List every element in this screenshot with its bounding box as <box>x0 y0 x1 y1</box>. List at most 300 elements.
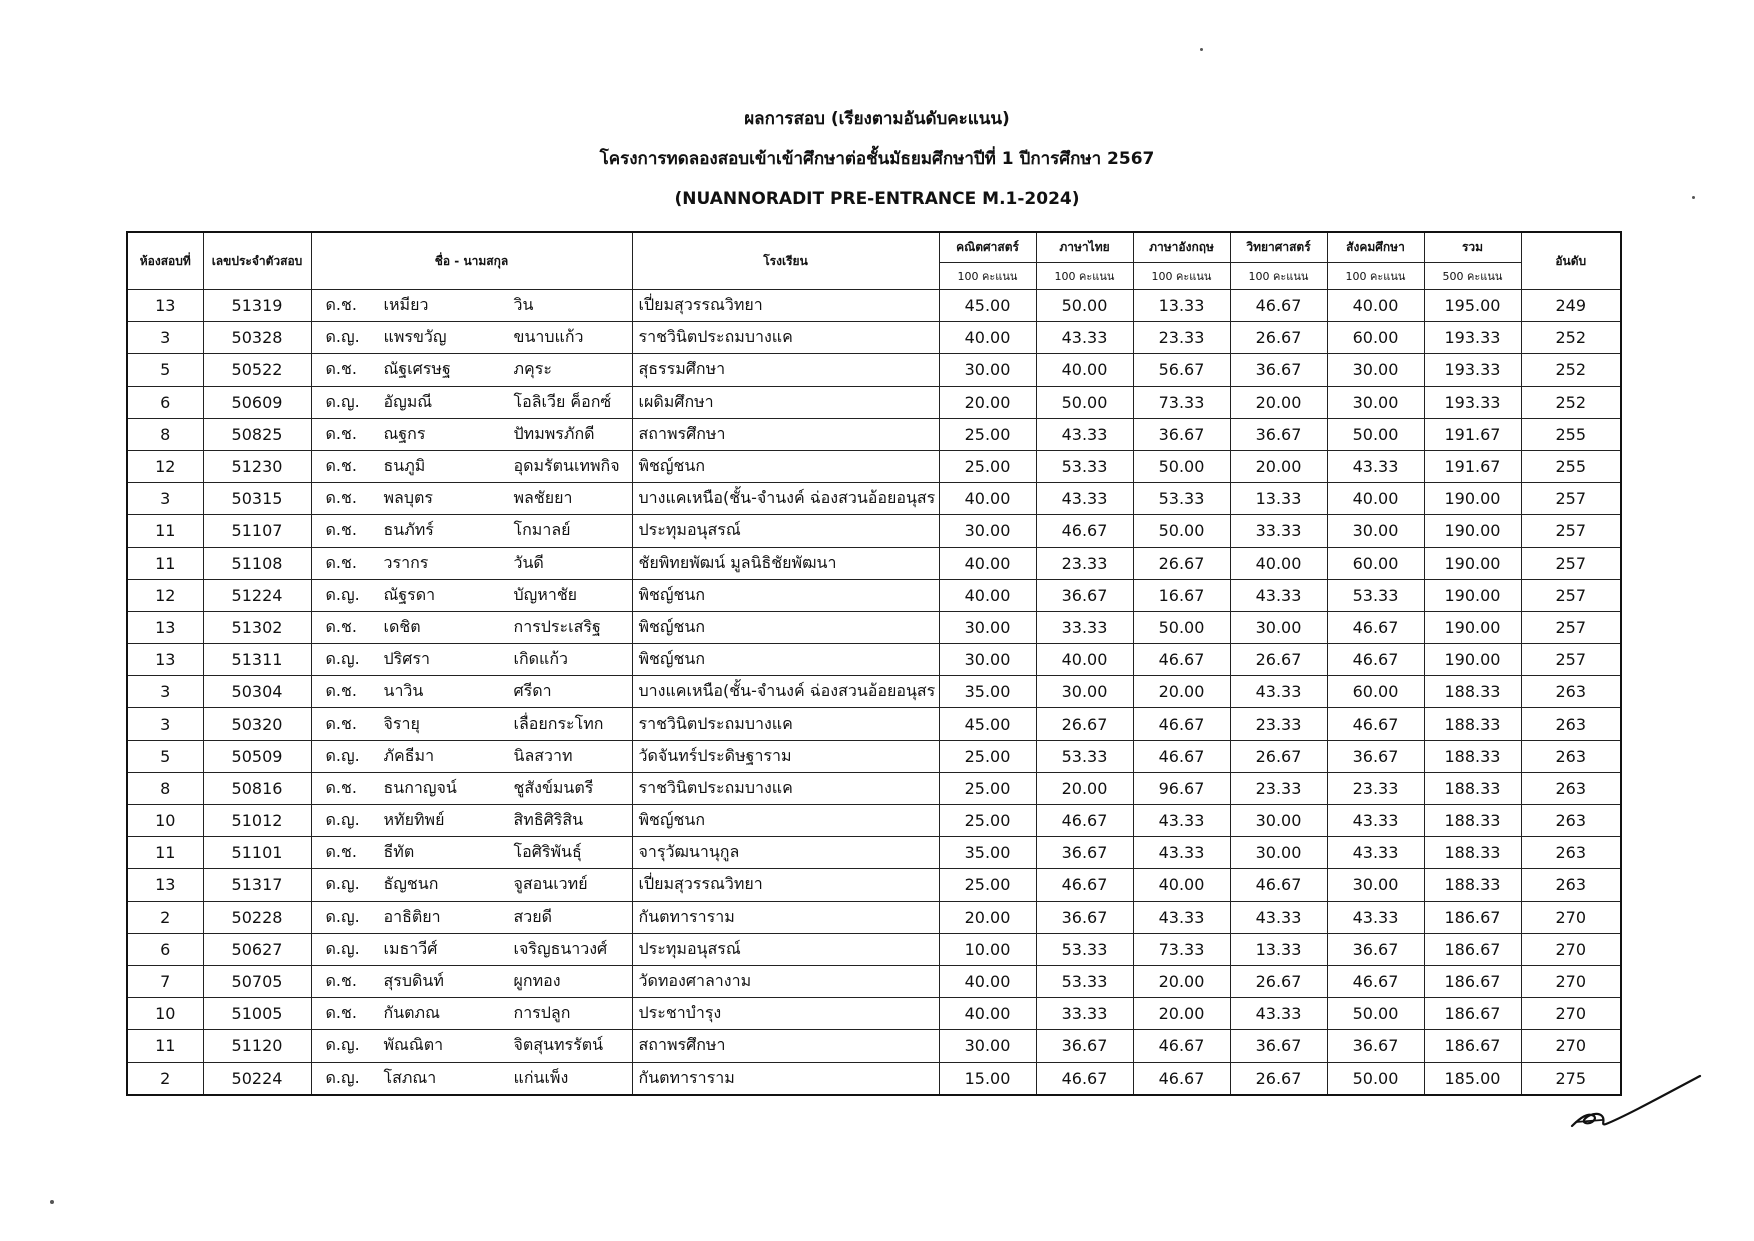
cell-name <box>311 354 632 386</box>
cell-science: 30.00 <box>1230 805 1327 837</box>
cell-exam-id: 51107 <box>203 515 311 547</box>
cell-science: 23.33 <box>1230 708 1327 740</box>
cell-room: 13 <box>127 290 203 322</box>
cell-school: ประทุมอนุสรณ์ <box>632 515 939 547</box>
cell-total: 188.33 <box>1424 772 1521 804</box>
cell-room: 13 <box>127 644 203 676</box>
first-name: เหมียว <box>383 295 429 315</box>
table-row <box>127 322 1621 354</box>
cell-science: 26.67 <box>1230 965 1327 997</box>
first-name: ณัฐรดา <box>383 584 436 604</box>
cell-exam-id: 50705 <box>203 965 311 997</box>
col-header-name: ชื่อ - นามสกุล <box>311 232 632 290</box>
cell-thai: 20.00 <box>1036 772 1133 804</box>
cell-school: ประทุมอนุสรณ์ <box>632 933 939 965</box>
cell-math: 40.00 <box>939 547 1036 579</box>
cell-room: 8 <box>127 772 203 804</box>
table-body <box>127 290 1621 1095</box>
cell-name <box>311 740 632 772</box>
cell-english: 46.67 <box>1133 740 1230 772</box>
cell-social: 30.00 <box>1327 515 1424 547</box>
cell-social: 30.00 <box>1327 354 1424 386</box>
cell-school: ประชาบำรุง <box>632 998 939 1030</box>
cell-room: 10 <box>127 998 203 1030</box>
cell-thai: 36.67 <box>1036 901 1133 933</box>
signature-mark <box>1566 1072 1706 1132</box>
cell-exam-id: 51120 <box>203 1030 311 1062</box>
cell-total: 188.33 <box>1424 837 1521 869</box>
cell-thai: 46.67 <box>1036 869 1133 901</box>
table-row <box>127 386 1621 418</box>
cell-exam-id: 50228 <box>203 901 311 933</box>
table-row <box>127 450 1621 482</box>
cell-rank: 263 <box>1521 805 1621 837</box>
cell-room: 6 <box>127 933 203 965</box>
cell-social: 43.33 <box>1327 837 1424 869</box>
cell-school: สถาพรศึกษา <box>632 1030 939 1062</box>
cell-total: 191.67 <box>1424 450 1521 482</box>
first-name: ธัญชนก <box>383 874 439 894</box>
cell-english: 46.67 <box>1133 1030 1230 1062</box>
table-row <box>127 547 1621 579</box>
table-row <box>127 740 1621 772</box>
cell-rank: 252 <box>1521 322 1621 354</box>
cell-thai: 46.67 <box>1036 805 1133 837</box>
table-row <box>127 837 1621 869</box>
col-header-rank: อันดับ <box>1521 232 1621 290</box>
cell-thai: 43.33 <box>1036 418 1133 450</box>
cell-thai: 36.67 <box>1036 1030 1133 1062</box>
cell-rank: 257 <box>1521 547 1621 579</box>
table-row <box>127 354 1621 386</box>
cell-science: 26.67 <box>1230 644 1327 676</box>
cell-english: 40.00 <box>1133 869 1230 901</box>
cell-room: 5 <box>127 354 203 386</box>
first-name: แพรขวัญ <box>383 327 447 347</box>
cell-name <box>311 772 632 804</box>
cell-thai: 43.33 <box>1036 322 1133 354</box>
cell-social: 36.67 <box>1327 740 1424 772</box>
cell-room: 12 <box>127 450 203 482</box>
name-prefix: ด.ญ. <box>325 391 360 411</box>
last-name: ผูกทอง <box>513 971 561 991</box>
cell-english: 20.00 <box>1133 965 1230 997</box>
cell-name <box>311 1062 632 1095</box>
cell-rank: 252 <box>1521 386 1621 418</box>
cell-science: 13.33 <box>1230 933 1327 965</box>
cell-english: 73.33 <box>1133 386 1230 418</box>
cell-school: เปี่ยมสุวรรณวิทยา <box>632 869 939 901</box>
cell-english: 56.67 <box>1133 354 1230 386</box>
cell-total: 186.67 <box>1424 998 1521 1030</box>
cell-school: วัดทองศาลางาม <box>632 965 939 997</box>
cell-total: 193.33 <box>1424 386 1521 418</box>
name-prefix: ด.ช. <box>325 520 357 540</box>
cell-english: 50.00 <box>1133 611 1230 643</box>
name-prefix: ด.ญ. <box>325 745 360 765</box>
scan-speck <box>1200 48 1203 51</box>
cell-math: 30.00 <box>939 354 1036 386</box>
cell-english: 36.67 <box>1133 418 1230 450</box>
name-prefix: ด.ญ. <box>325 906 360 926</box>
table-row <box>127 418 1621 450</box>
name-prefix: ด.ญ. <box>325 810 360 830</box>
cell-name <box>311 611 632 643</box>
cell-thai: 40.00 <box>1036 644 1133 676</box>
cell-school: พิชญ์ชนก <box>632 579 939 611</box>
first-name: พลบุตร <box>383 488 433 508</box>
col-header-science: วิทยาศาสตร์ <box>1230 232 1327 263</box>
last-name: เจริญธนาวงศ์ <box>513 938 608 958</box>
cell-rank: 252 <box>1521 354 1621 386</box>
cell-room: 3 <box>127 676 203 708</box>
cell-rank: 270 <box>1521 933 1621 965</box>
cell-total: 190.00 <box>1424 515 1521 547</box>
document-title: ผลการสอบ (เรียงตามอันดับคะแนน) <box>744 109 1010 129</box>
cell-total: 188.33 <box>1424 676 1521 708</box>
document-header <box>0 108 1754 228</box>
cell-rank: 263 <box>1521 837 1621 869</box>
cell-exam-id: 50328 <box>203 322 311 354</box>
cell-rank: 249 <box>1521 290 1621 322</box>
col-header-exam-id: เลขประจำตัวสอบ <box>203 232 311 290</box>
cell-total: 190.00 <box>1424 547 1521 579</box>
cell-thai: 33.33 <box>1036 611 1133 643</box>
last-name: ศรีดา <box>513 681 552 701</box>
cell-math: 35.00 <box>939 676 1036 708</box>
first-name: ภัคธีมา <box>383 745 435 765</box>
cell-name <box>311 998 632 1030</box>
cell-social: 30.00 <box>1327 386 1424 418</box>
name-prefix: ด.ช. <box>325 295 357 315</box>
cell-name <box>311 386 632 418</box>
first-name: นาวิน <box>383 681 424 701</box>
cell-room: 11 <box>127 515 203 547</box>
cell-thai: 36.67 <box>1036 837 1133 869</box>
cell-science: 20.00 <box>1230 450 1327 482</box>
cell-social: 53.33 <box>1327 579 1424 611</box>
cell-science: 23.33 <box>1230 772 1327 804</box>
cell-social: 60.00 <box>1327 547 1424 579</box>
last-name: โอลิเวีย ค็อกซ์ <box>513 391 612 411</box>
cell-science: 36.67 <box>1230 1030 1327 1062</box>
name-prefix: ด.ญ. <box>325 327 360 347</box>
table-row <box>127 965 1621 997</box>
cell-english: 43.33 <box>1133 805 1230 837</box>
last-name: จิตสุนทรรัตน์ <box>513 1035 604 1055</box>
table-row <box>127 998 1621 1030</box>
project-subtitle: (NUANNORADIT PRE-ENTRANCE M.1-2024) <box>674 189 1080 209</box>
cell-total: 185.00 <box>1424 1062 1521 1095</box>
cell-total: 188.33 <box>1424 740 1521 772</box>
cell-english: 73.33 <box>1133 933 1230 965</box>
cell-school: บางแคเหนือ(ชั้น-จำนงค์ ฉ่องสวนอ้อยอนุสร <box>632 676 939 708</box>
table-row <box>127 579 1621 611</box>
col-subheader-math: 100 คะแนน <box>939 263 1036 290</box>
cell-name <box>311 644 632 676</box>
table-row <box>127 611 1621 643</box>
cell-english: 50.00 <box>1133 450 1230 482</box>
cell-name <box>311 290 632 322</box>
col-subheader-english: 100 คะแนน <box>1133 263 1230 290</box>
cell-rank: 257 <box>1521 515 1621 547</box>
cell-science: 36.67 <box>1230 354 1327 386</box>
cell-social: 46.67 <box>1327 644 1424 676</box>
last-name: บัญหาชัย <box>513 584 578 604</box>
cell-name <box>311 579 632 611</box>
table-row <box>127 869 1621 901</box>
cell-room: 8 <box>127 418 203 450</box>
cell-total: 190.00 <box>1424 579 1521 611</box>
cell-name <box>311 837 632 869</box>
first-name: ณัฐเศรษฐ <box>383 359 451 379</box>
cell-school: จารุวัฒนานุกูล <box>632 837 939 869</box>
name-prefix: ด.ญ. <box>325 584 360 604</box>
first-name: ปริศรา <box>383 649 430 669</box>
last-name: การประเสริฐ <box>513 616 601 636</box>
last-name: วันดี <box>513 552 544 572</box>
scan-speck <box>1692 196 1695 199</box>
cell-science: 26.67 <box>1230 740 1327 772</box>
cell-exam-id: 50304 <box>203 676 311 708</box>
cell-room: 3 <box>127 483 203 515</box>
cell-math: 45.00 <box>939 290 1036 322</box>
cell-math: 25.00 <box>939 772 1036 804</box>
header-row <box>127 232 1621 263</box>
cell-math: 45.00 <box>939 708 1036 740</box>
cell-exam-id: 50825 <box>203 418 311 450</box>
cell-name <box>311 418 632 450</box>
cell-math: 40.00 <box>939 965 1036 997</box>
table-row <box>127 772 1621 804</box>
last-name: สวยดี <box>513 906 553 926</box>
cell-school: กันตทาราราม <box>632 1062 939 1095</box>
cell-name <box>311 901 632 933</box>
cell-exam-id: 51224 <box>203 579 311 611</box>
cell-social: 43.33 <box>1327 901 1424 933</box>
cell-science: 46.67 <box>1230 869 1327 901</box>
cell-english: 50.00 <box>1133 515 1230 547</box>
cell-room: 7 <box>127 965 203 997</box>
cell-math: 30.00 <box>939 515 1036 547</box>
cell-english: 16.67 <box>1133 579 1230 611</box>
cell-math: 30.00 <box>939 611 1036 643</box>
cell-rank: 257 <box>1521 579 1621 611</box>
cell-thai: 53.33 <box>1036 450 1133 482</box>
cell-math: 40.00 <box>939 579 1036 611</box>
cell-school: ราชวินิตประถมบางแค <box>632 772 939 804</box>
cell-school: พิชญ์ชนก <box>632 805 939 837</box>
cell-social: 50.00 <box>1327 998 1424 1030</box>
last-name: แก่นเพ็ง <box>513 1067 569 1087</box>
cell-math: 15.00 <box>939 1062 1036 1095</box>
cell-social: 46.67 <box>1327 611 1424 643</box>
cell-total: 186.67 <box>1424 965 1521 997</box>
cell-math: 20.00 <box>939 901 1036 933</box>
last-name: โอศิริพันธุ์ <box>513 842 582 862</box>
cell-thai: 23.33 <box>1036 547 1133 579</box>
cell-science: 26.67 <box>1230 1062 1327 1095</box>
name-prefix: ด.ช. <box>325 1003 357 1023</box>
cell-school: สถาพรศึกษา <box>632 418 939 450</box>
cell-total: 191.67 <box>1424 418 1521 450</box>
cell-name <box>311 547 632 579</box>
cell-school: สุธรรมศึกษา <box>632 354 939 386</box>
table-row <box>127 644 1621 676</box>
cell-exam-id: 50224 <box>203 1062 311 1095</box>
cell-rank: 270 <box>1521 901 1621 933</box>
cell-total: 186.67 <box>1424 901 1521 933</box>
scan-speck <box>50 1200 54 1204</box>
cell-thai: 50.00 <box>1036 386 1133 418</box>
cell-exam-id: 50816 <box>203 772 311 804</box>
cell-rank: 263 <box>1521 740 1621 772</box>
cell-english: 43.33 <box>1133 837 1230 869</box>
cell-thai: 50.00 <box>1036 290 1133 322</box>
first-name: ธนภัทร์ <box>383 520 434 540</box>
first-name: หทัยทิพย์ <box>383 810 445 830</box>
col-header-room: ห้องสอบที่ <box>127 232 203 290</box>
cell-science: 46.67 <box>1230 290 1327 322</box>
last-name: ปัทมพรภักดี <box>513 423 595 443</box>
col-header-english: ภาษาอังกฤษ <box>1133 232 1230 263</box>
cell-room: 13 <box>127 869 203 901</box>
name-prefix: ด.ญ. <box>325 1035 360 1055</box>
col-header-social: สังคมศึกษา <box>1327 232 1424 263</box>
cell-total: 193.33 <box>1424 322 1521 354</box>
cell-exam-id: 50609 <box>203 386 311 418</box>
cell-social: 46.67 <box>1327 708 1424 740</box>
cell-total: 188.33 <box>1424 869 1521 901</box>
cell-english: 20.00 <box>1133 676 1230 708</box>
first-name: เดชิต <box>383 616 421 636</box>
project-title: โครงการทดลองสอบเข้าเข้าศึกษาต่อชั้นมัธยมศึกษาปีที่ 1 ปีการศึกษา 2567 <box>599 149 1155 169</box>
cell-room: 3 <box>127 322 203 354</box>
cell-total: 190.00 <box>1424 611 1521 643</box>
cell-name <box>311 515 632 547</box>
name-prefix: ด.ช. <box>325 777 357 797</box>
cell-thai: 53.33 <box>1036 933 1133 965</box>
col-subheader-science: 100 คะแนน <box>1230 263 1327 290</box>
cell-name <box>311 869 632 901</box>
cell-school: พิชญ์ชนก <box>632 611 939 643</box>
cell-social: 50.00 <box>1327 418 1424 450</box>
cell-english: 53.33 <box>1133 483 1230 515</box>
last-name: นิลสวาท <box>513 745 573 765</box>
cell-english: 20.00 <box>1133 998 1230 1030</box>
last-name: โกมาลย์ <box>513 520 571 540</box>
cell-room: 10 <box>127 805 203 837</box>
cell-thai: 30.00 <box>1036 676 1133 708</box>
name-prefix: ด.ช. <box>325 616 357 636</box>
cell-social: 50.00 <box>1327 1062 1424 1095</box>
col-subheader-social: 100 คะแนน <box>1327 263 1424 290</box>
table-row <box>127 805 1621 837</box>
cell-school: เผดิมศึกษา <box>632 386 939 418</box>
first-name: อัญมณี <box>383 391 433 411</box>
last-name: ชูสังข์มนตรี <box>513 777 594 797</box>
cell-rank: 270 <box>1521 965 1621 997</box>
cell-room: 2 <box>127 1062 203 1095</box>
cell-math: 30.00 <box>939 644 1036 676</box>
name-prefix: ด.ช. <box>325 423 357 443</box>
cell-room: 12 <box>127 579 203 611</box>
cell-science: 36.67 <box>1230 418 1327 450</box>
cell-total: 186.67 <box>1424 933 1521 965</box>
cell-social: 43.33 <box>1327 805 1424 837</box>
first-name: ธนภูมิ <box>383 456 426 476</box>
table-row <box>127 483 1621 515</box>
cell-social: 40.00 <box>1327 483 1424 515</box>
cell-thai: 46.67 <box>1036 1062 1133 1095</box>
cell-total: 186.67 <box>1424 1030 1521 1062</box>
cell-english: 26.67 <box>1133 547 1230 579</box>
last-name: อุดมรัตนเทพกิจ <box>513 456 620 476</box>
cell-exam-id: 51317 <box>203 869 311 901</box>
cell-science: 43.33 <box>1230 901 1327 933</box>
cell-exam-id: 50315 <box>203 483 311 515</box>
cell-thai: 40.00 <box>1036 354 1133 386</box>
name-prefix: ด.ช. <box>325 552 357 572</box>
table-row <box>127 1062 1621 1095</box>
cell-social: 60.00 <box>1327 322 1424 354</box>
last-name: พลชัยยา <box>513 488 573 508</box>
last-name: เกิดแก้ว <box>513 649 569 669</box>
col-subheader-thai: 100 คะแนน <box>1036 263 1133 290</box>
first-name: ณฐกร <box>383 423 426 443</box>
cell-social: 60.00 <box>1327 676 1424 708</box>
cell-school: ราชวินิตประถมบางแค <box>632 322 939 354</box>
cell-science: 30.00 <box>1230 837 1327 869</box>
last-name: ภคุระ <box>513 359 552 379</box>
table-row <box>127 708 1621 740</box>
cell-science: 26.67 <box>1230 322 1327 354</box>
last-name: ขนาบแก้ว <box>513 327 584 347</box>
cell-name <box>311 805 632 837</box>
cell-math: 25.00 <box>939 418 1036 450</box>
cell-name <box>311 708 632 740</box>
cell-rank: 257 <box>1521 644 1621 676</box>
last-name: สิทธิศิริสิน <box>513 810 584 830</box>
cell-exam-id: 50509 <box>203 740 311 772</box>
cell-name <box>311 965 632 997</box>
cell-english: 96.67 <box>1133 772 1230 804</box>
name-prefix: ด.ญ. <box>325 1067 360 1087</box>
cell-math: 20.00 <box>939 386 1036 418</box>
cell-science: 43.33 <box>1230 998 1327 1030</box>
name-prefix: ด.ญ. <box>325 938 360 958</box>
cell-total: 188.33 <box>1424 805 1521 837</box>
cell-rank: 255 <box>1521 450 1621 482</box>
cell-room: 11 <box>127 547 203 579</box>
cell-school: พิชญ์ชนก <box>632 450 939 482</box>
col-header-math: คณิตศาสตร์ <box>939 232 1036 263</box>
cell-school: กันตทาราราม <box>632 901 939 933</box>
cell-school: ชัยพิทยพัฒน์ มูลนิธิชัยพัฒนา <box>632 547 939 579</box>
first-name: ธนกาญจน์ <box>383 777 457 797</box>
cell-school: เปี่ยมสุวรรณวิทยา <box>632 290 939 322</box>
cell-rank: 263 <box>1521 772 1621 804</box>
last-name: เลื่อยกระโทก <box>513 713 604 733</box>
table-row <box>127 901 1621 933</box>
cell-exam-id: 50522 <box>203 354 311 386</box>
col-header-thai: ภาษาไทย <box>1036 232 1133 263</box>
first-name: อาธิติยา <box>383 906 441 926</box>
last-name: วิน <box>513 295 534 315</box>
cell-total: 190.00 <box>1424 483 1521 515</box>
cell-math: 10.00 <box>939 933 1036 965</box>
cell-name <box>311 322 632 354</box>
